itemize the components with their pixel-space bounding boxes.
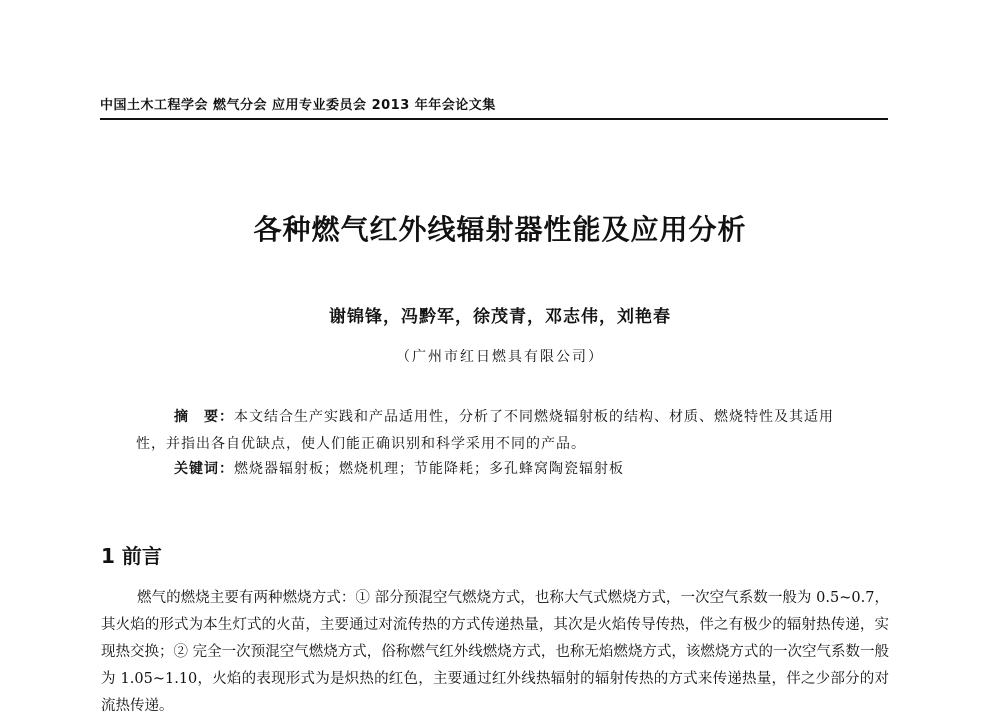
abstract xyxy=(136,404,856,458)
author-list: 谢锦锋，冯黔军，徐茂青，邓志伟，刘艳春 xyxy=(329,307,671,327)
paragraph-text: 燃气的燃烧主要有两种燃烧方式：① 部分预混空气燃烧方式，也称大气式燃烧方式，一次空气系数一般为 0.5~0.7，其火焰的形式为本生灯式的火苗，主要通过对流传热的方式传递热量，其次是火焰传导传热，伴之有极少的辐射热传递，实现热交换；② 完全一次预混空气燃烧方式，俗称燃气红外线燃烧方式，也称无焰燃烧方式，该燃烧方式的一次空气系数一般为 1.05~1.10，火焰的表现形式为是炽热的红色，主要通过红外线热辐射的辐射传热的方式来传递热量，伴之少部分的对流热传递。 xyxy=(101,590,889,714)
affiliation: （广州市红日燃具有限公司） xyxy=(396,349,604,365)
paper-title: 各种燃气红外线辐射器性能及应用分析 xyxy=(253,213,747,246)
abstract-indent xyxy=(136,409,174,425)
section-paragraph xyxy=(101,585,889,720)
keywords-text: 燃烧器辐射板；燃烧机理；节能降耗；多孔蜂窝陶瓷辐射板 xyxy=(234,461,624,477)
paragraph-indent xyxy=(101,590,137,606)
abstract-label: 摘 要： xyxy=(174,409,234,425)
keywords-label: 关键词： xyxy=(174,461,234,477)
abstract-text: 本文结合生产实践和产品适用性，分析了不同燃烧辐射板的结构、材质、燃烧特性及其适用性，并指出各自优缺点，使人们能正确识别和科学采用不同的产品。 xyxy=(136,409,834,452)
section-heading: 1 前言 xyxy=(101,544,162,568)
running-header: 中国土木工程学会 燃气分会 应用专业委员会 2013 年年会论文集 xyxy=(100,94,888,120)
keywords xyxy=(174,458,854,478)
